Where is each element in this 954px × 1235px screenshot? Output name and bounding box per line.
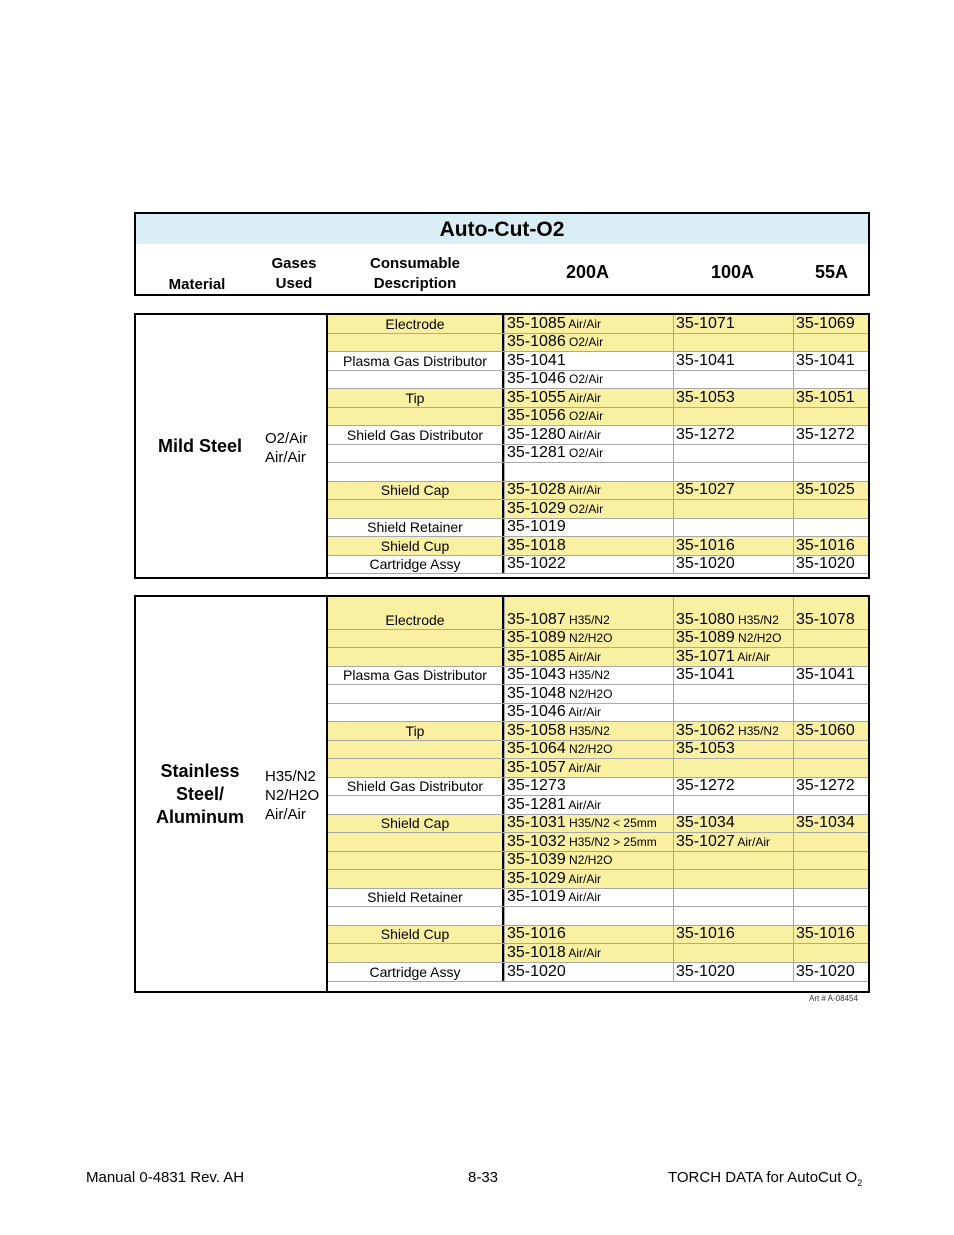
table-row [328,907,868,926]
gas-note: Air/Air [565,428,602,442]
consumable-description: Cartridge Assy [369,556,461,572]
part-100a [673,907,793,925]
part-number: 35-1041 [676,352,735,369]
table-row [328,648,868,667]
part-number: 35-1069 [796,315,855,332]
consumable-description: Plasma Gas Distributor [343,353,487,369]
part-200a [504,963,673,981]
consumable-description: Shield Gas Distributor [346,427,484,443]
part-number: 35-1020 [676,555,735,572]
consumable-description: Electrode [385,316,445,332]
gas-note: H35/N2 > 25mm [565,835,657,849]
part-100a [673,315,793,333]
table-row [328,315,868,334]
part-number: 35-1016 [676,537,735,554]
table-row [328,334,868,352]
consumable-description [328,500,502,518]
part-55a [793,371,868,388]
part-55a [793,685,868,703]
table-title: Auto-Cut-O2 [439,218,565,241]
consumable-description: Shield Retainer [367,889,463,905]
consumable-description: Shield Cap [380,482,450,498]
part-100a [673,741,793,758]
part-number: 35-1016 [676,925,735,942]
consumable-description: Electrode [385,612,445,628]
part-55a [793,648,868,666]
part-number: 35-1071 [676,648,735,665]
part-200a [504,389,673,407]
gas-note: N2/H2O [565,631,613,645]
part-number: 35-1027 [676,481,735,498]
part-55a [793,722,868,740]
part-100a [673,926,793,943]
part-55a [793,889,868,906]
consumable-description [328,648,502,666]
part-55a [793,315,868,333]
part-200a [504,889,673,906]
part-200a [504,519,673,536]
table-row [328,685,868,704]
part-100a [673,371,793,388]
part-number: 35-1031 [507,814,566,831]
part-number: 35-1043 [507,666,566,683]
gas-note: N2/H2O [734,631,782,645]
part-200a [504,741,673,758]
table-row [328,556,868,574]
part-100a [673,597,793,629]
part-100a [673,463,793,481]
part-number: 35-1048 [507,685,566,702]
gas-note: O2/Air [565,409,604,423]
part-number: 35-1085 [507,315,566,332]
header-gases-line2: Used [275,275,313,292]
part-200a [504,833,673,851]
part-number: 35-1060 [796,722,855,739]
part-number: 35-1019 [507,518,566,535]
part-100a [673,408,793,425]
material-line: Aluminum [156,807,244,827]
gas-note: Air/Air [565,872,602,886]
consumable-description [328,334,502,351]
part-100a [673,852,793,869]
table-row [328,463,868,482]
part-55a [793,944,868,962]
consumable-description [328,833,502,851]
gas-note: Air/Air [565,391,602,405]
part-number: 35-1281 [507,796,566,813]
gas-note: N2/H2O [565,853,613,867]
part-200a [504,667,673,684]
header-200a: 200A [566,262,610,282]
part-100a [673,963,793,981]
gas-note: Air/Air [565,761,602,775]
table-row [328,667,868,685]
gas-note: H35/N2 [734,613,779,627]
part-55a [793,426,868,444]
part-200a [504,685,673,703]
part-100a [673,833,793,851]
table-row [328,759,868,778]
part-number: 35-1041 [676,666,735,683]
table-row [328,963,868,982]
part-55a [793,926,868,943]
part-200a [504,759,673,777]
part-55a [793,630,868,647]
header-desc-line1: Consumable [369,255,460,272]
part-100a [673,352,793,370]
part-number: 35-1046 [507,703,566,720]
part-55a [793,796,868,814]
part-number: 35-1051 [796,389,855,406]
part-55a [793,704,868,721]
part-number: 35-1028 [507,481,566,498]
part-55a [793,833,868,851]
gas-line: Air/Air [265,449,306,466]
gas-note: Air/Air [565,890,602,904]
table-row [328,722,868,741]
gas-note: O2/Air [565,335,604,349]
gas-note: N2/H2O [565,742,613,756]
part-100a [673,722,793,740]
part-number: 35-1272 [676,426,735,443]
gas-note: Air/Air [565,317,602,331]
gases-stainless [265,767,319,824]
part-200a [504,408,673,425]
part-200a [504,630,673,647]
part-number: 35-1056 [507,407,566,424]
part-200a [504,944,673,962]
consumable-description [328,870,502,888]
consumable-description [328,907,502,925]
part-55a [793,778,868,795]
footer-manual: Manual 0-4831 Rev. AH [86,1169,245,1186]
part-200a [504,648,673,666]
gas-line: Air/Air [265,806,306,823]
part-100a [673,445,793,462]
table-row [328,482,868,500]
part-100a [673,870,793,888]
header-55a: 55A [815,262,849,282]
consumable-description: Tip [405,390,425,406]
consumable-description [328,796,502,814]
part-number: 35-1034 [796,814,855,831]
consumable-description [328,408,502,425]
part-100a [673,889,793,906]
part-number: 35-1062 [676,722,735,739]
gas-note: Air/Air [565,483,602,497]
table-row [328,445,868,463]
part-200a [504,482,673,499]
table-row [328,352,868,371]
consumable-description [328,685,502,703]
part-number: 35-1041 [507,352,566,369]
part-100a [673,648,793,666]
table-row [328,833,868,852]
table-row [328,371,868,389]
part-100a [673,389,793,407]
part-55a [793,741,868,758]
table-row [328,630,868,648]
part-55a [793,463,868,481]
part-100a [673,556,793,573]
gas-note: H35/N2 [734,724,779,738]
part-100a [673,537,793,555]
part-number: 35-1018 [507,537,566,554]
part-number: 35-1020 [507,963,566,980]
part-100a [673,704,793,721]
table-row [328,597,868,630]
art-number: Art # A-08454 [809,994,858,1003]
part-number: 35-1273 [507,777,566,794]
table-row [328,519,868,537]
part-number: 35-1016 [796,537,855,554]
consumable-description [328,704,502,721]
part-number: 35-1029 [507,870,566,887]
part-number: 35-1016 [796,925,855,942]
gas-line: O2/Air [265,430,308,447]
table-row [328,408,868,426]
table-row [328,389,868,408]
consumable-description [328,445,502,462]
header-desc-line2: Description [373,275,457,292]
part-55a [793,408,868,425]
part-55a [793,963,868,981]
part-200a [504,870,673,888]
part-number: 35-1086 [507,333,566,350]
part-number: 35-1025 [796,481,855,498]
gas-note: H35/N2 [565,724,610,738]
header-material: Material [168,276,226,293]
part-number: 35-1087 [507,611,566,628]
part-55a [793,389,868,407]
footer-subscript: 2 [857,1178,863,1188]
part-100a [673,482,793,499]
part-200a [504,500,673,518]
consumable-description [328,944,502,962]
consumable-description [328,463,502,481]
part-number: 35-1071 [676,315,735,332]
part-200a [504,704,673,721]
gas-note: N2/H2O [565,687,613,701]
table-row [328,852,868,870]
consumable-description: Shield Retainer [367,519,463,535]
table-row [328,796,868,815]
part-number: 35-1039 [507,851,566,868]
consumable-description: Shield Cap [380,815,450,831]
part-number: 35-1020 [796,963,855,980]
part-100a [673,500,793,518]
part-55a [793,445,868,462]
part-number: 35-1034 [676,814,735,831]
consumable-description [328,852,502,869]
part-200a [504,852,673,869]
gas-note: O2/Air [565,372,604,386]
part-200a [504,463,673,481]
part-55a [793,556,868,573]
part-200a [504,815,673,832]
part-number: 35-1272 [676,777,735,794]
part-number: 35-1085 [507,648,566,665]
part-200a [504,315,673,333]
part-number: 35-1029 [507,500,566,517]
part-number: 35-1272 [796,426,855,443]
gas-line: H35/N2 [265,768,316,785]
part-number: 35-1272 [796,777,855,794]
part-number: 35-1020 [676,963,735,980]
header-description [348,254,482,294]
table-row [328,870,868,889]
part-200a [504,445,673,462]
header-gases-line1: Gases [271,255,317,272]
part-number: 35-1020 [796,555,855,572]
part-number: 35-1027 [676,833,735,850]
part-200a [504,907,673,925]
part-100a [673,685,793,703]
table-header [134,212,870,296]
consumable-description [328,741,502,758]
part-200a [504,597,673,629]
table-row [328,426,868,445]
part-100a [673,426,793,444]
part-55a [793,852,868,869]
gases-mild-steel [265,429,308,467]
part-number: 35-1089 [507,629,566,646]
gas-line: N2/H2O [265,787,320,804]
footer-section-title [668,1169,862,1188]
stainless-section [134,595,870,993]
part-number: 35-1032 [507,833,566,850]
part-number: 35-1022 [507,555,566,572]
consumable-description [328,630,502,647]
gas-note: Air/Air [565,946,602,960]
part-200a [504,426,673,444]
part-55a [793,537,868,555]
part-200a [504,556,673,573]
part-55a [793,907,868,925]
part-number: 35-1053 [676,389,735,406]
part-number: 35-1016 [507,925,566,942]
part-200a [504,352,673,370]
table-row [328,537,868,556]
part-55a [793,815,868,832]
consumable-description [328,759,502,777]
part-number: 35-1019 [507,888,566,905]
header-gases [258,254,330,294]
part-200a [504,796,673,814]
part-number: 35-1018 [507,944,566,961]
gas-note: Air/Air [565,798,602,812]
footer-page-number: 8-33 [468,1169,499,1186]
part-number: 35-1078 [796,611,855,628]
material-stainless [136,760,264,829]
consumable-description: Shield Gas Distributor [346,778,484,794]
part-100a [673,519,793,536]
material-mild-steel: Mild Steel [157,436,242,456]
gas-note: O2/Air [565,502,604,516]
material-line: Stainless [160,761,240,781]
part-100a [673,334,793,351]
part-number: 35-1058 [507,722,566,739]
part-100a [673,815,793,832]
part-100a [673,778,793,795]
part-200a [504,722,673,740]
gas-note: O2/Air [565,446,604,460]
part-number: 35-1041 [796,666,855,683]
material-line: Steel/ [175,784,225,804]
part-number: 35-1046 [507,370,566,387]
consumable-description: Plasma Gas Distributor [343,667,487,683]
part-number: 35-1089 [676,629,735,646]
table-row [328,944,868,963]
part-55a [793,759,868,777]
part-200a [504,537,673,555]
table-row [328,704,868,722]
gas-note: H35/N2 [565,613,610,627]
consumable-description: Shield Cup [380,538,450,554]
consumable-description: Cartridge Assy [369,964,461,980]
part-number: 35-1281 [507,444,566,461]
table-row [328,741,868,759]
part-55a [793,870,868,888]
part-number: 35-1055 [507,389,566,406]
gas-note: Air/Air [565,705,602,719]
part-number: 35-1057 [507,759,566,776]
header-100a: 100A [711,262,755,282]
consumable-description [328,371,502,388]
part-number: 35-1080 [676,611,735,628]
part-55a [793,519,868,536]
part-200a [504,778,673,795]
consumable-description: Tip [405,723,425,739]
table-row [328,778,868,796]
part-200a [504,926,673,943]
consumable-description: Shield Cup [380,926,450,942]
part-55a [793,500,868,518]
part-100a [673,759,793,777]
part-200a [504,334,673,351]
gas-note: Air/Air [734,650,771,664]
table-row [328,889,868,907]
part-number: 35-1041 [796,352,855,369]
part-55a [793,334,868,351]
gas-note: H35/N2 [565,668,610,682]
part-55a [793,667,868,684]
part-100a [673,944,793,962]
part-number: 35-1064 [507,740,566,757]
part-100a [673,630,793,647]
table-row [328,500,868,519]
mild-steel-section [134,313,870,579]
part-55a [793,597,868,629]
footer-title-text: TORCH DATA for AutoCut O [668,1169,858,1186]
part-number: 35-1280 [507,426,566,443]
part-100a [673,796,793,814]
part-100a [673,667,793,684]
part-55a [793,482,868,499]
part-number: 35-1053 [676,740,735,757]
part-200a [504,371,673,388]
table-row [328,926,868,944]
part-55a [793,352,868,370]
gas-note: Air/Air [565,650,602,664]
table-row [328,815,868,833]
gas-note: Air/Air [734,835,771,849]
gas-note: H35/N2 < 25mm [565,816,657,830]
